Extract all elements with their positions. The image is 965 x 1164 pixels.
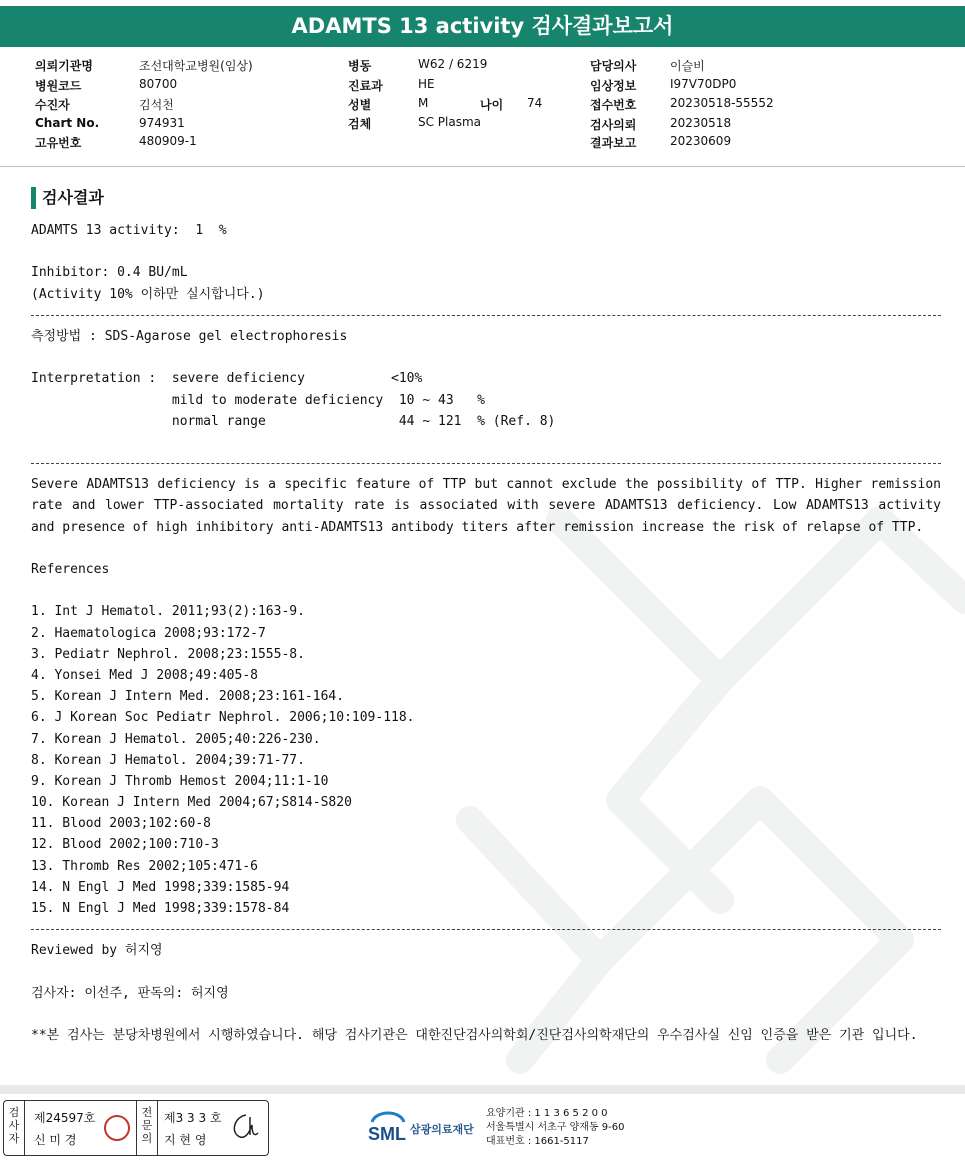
method-line: 측정방법 : SDS-Agarose gel electrophoresis — [31, 328, 348, 344]
value-ward: W62 / 6219 — [418, 57, 488, 71]
value-clinical-info: I97V70DP0 — [670, 77, 737, 91]
address: 서울특별시 서초구 양재동 9-60 — [486, 1122, 625, 1133]
reference-item: 15. N Engl J Med 1998;339:1578-84 — [31, 901, 290, 917]
specialist-label: 전문의 — [137, 1101, 158, 1155]
value-report-date: 20230609 — [670, 134, 732, 148]
comment-paragraph: Severe ADAMTS13 deficiency is a specific feature of TTP but cannot exclude the possibility of TTP. Higher remission rate and lower TTP-associated mortality rate is associated with severe ADAMTS13 deficiency. Low ADAMTS13 activity and presence of high inhibitory anti-ADAMTS13 antibody titers after remission increase the risk of relapse of TTP. — [31, 477, 941, 535]
dashed-divider — [31, 305, 941, 326]
label-department: 진료과 — [348, 79, 383, 93]
interpretation-row: normal range 44 ~ 121 % (Ref. 8) — [31, 413, 556, 429]
phone: 대표번호 : 1661-5117 — [486, 1136, 589, 1147]
label-requesting-institution: 의뢰기관명 — [35, 59, 93, 73]
label-physician: 담당의사 — [590, 59, 637, 73]
reference-item: 8. Korean J Hematol. 2004;39:71-77. — [31, 752, 305, 768]
value-sex: M — [418, 96, 429, 110]
result-line: ADAMTS 13 activity: 1 % — [31, 223, 227, 238]
reference-item: 9. Korean J Thromb Hemost 2004;11:1-10 — [31, 773, 329, 789]
reference-item: 5. Korean J Intern Med. 2008;23:161-164. — [31, 689, 345, 705]
reference-item: 14. N Engl J Med 1998;339:1585-94 — [31, 879, 290, 895]
examiner-cell — [24, 1101, 137, 1155]
reference-item: 2. Haematologica 2008;93:172-7 — [31, 625, 266, 641]
signature-box — [3, 1100, 269, 1156]
report-title: ADAMTS 13 activity 검사결과보고서 — [0, 6, 965, 47]
value-age: 74 — [527, 96, 543, 110]
value-patient: 김석천 — [139, 98, 174, 112]
seal-stamp — [104, 1115, 130, 1141]
value-unique-no: 480909-1 — [139, 134, 197, 148]
reference-item: 6. J Korean Soc Pediatr Nephrol. 2006;10:109-118. — [31, 710, 415, 726]
value-chart-no: 974931 — [139, 116, 185, 130]
logo-icon — [366, 1108, 410, 1146]
examiner-name: 신 미 경 — [34, 1133, 77, 1147]
footer-divider — [0, 1085, 965, 1094]
references-title: References — [31, 562, 110, 578]
dashed-divider — [31, 919, 941, 940]
agency-code: 요양기관 : 1 1 3 6 5 2 0 0 — [486, 1108, 608, 1119]
reference-item: 10. Korean J Intern Med 2004;67;S814-S820 — [31, 795, 352, 811]
value-requesting-institution: 조선대학교병원(임상) — [139, 59, 253, 73]
value-specimen: SC Plasma — [418, 115, 482, 129]
value-hospital-code: 80700 — [139, 77, 178, 91]
label-specimen: 검체 — [348, 117, 372, 131]
label-unique-no: 고유번호 — [35, 136, 82, 150]
reference-item: 4. Yonsei Med J 2008;49:405-8 — [31, 667, 258, 683]
label-hospital-code: 병원코드 — [35, 79, 82, 93]
header-info — [0, 0, 965, 160]
header-divider — [0, 166, 965, 167]
examiner-label: 검사자 — [4, 1101, 25, 1155]
sml-logo — [366, 1108, 410, 1150]
specialist-license-no: 제3 3 3 호 — [164, 1111, 222, 1125]
value-department: HE — [418, 77, 435, 91]
label-report-date: 결과보고 — [590, 136, 637, 150]
reference-item: 1. Int J Hematol. 2011;93(2):163-9. — [31, 604, 305, 620]
report-body — [31, 220, 941, 1046]
examiners-line: 검사자: 이선주, 판독의: 허지영 — [31, 985, 229, 1001]
examiner-license-no: 제24597호 — [34, 1111, 96, 1125]
value-request-date: 20230518 — [670, 116, 732, 130]
org-name: 삼광의료재단 — [410, 1123, 474, 1136]
specialist-name: 지 현 영 — [164, 1133, 207, 1147]
svg-text:SML: SML — [368, 1124, 406, 1144]
inhibitor-note: (Activity 10% 이하만 실시합니다.) — [31, 286, 265, 302]
reviewed-by: Reviewed by 허지영 — [31, 943, 163, 959]
label-clinical-info: 임상정보 — [590, 79, 637, 93]
signature — [226, 1111, 262, 1143]
inhibitor-line: Inhibitor: 0.4 BU/mL — [31, 265, 188, 281]
label-ward: 병동 — [348, 59, 372, 73]
label-age: 나이 — [480, 98, 504, 112]
reference-item: 11. Blood 2003;102:60-8 — [31, 816, 212, 832]
dashed-divider — [31, 453, 941, 474]
label-patient: 수진자 — [35, 98, 70, 112]
value-physician: 이슬비 — [670, 59, 705, 73]
interpretation-row: mild to moderate deficiency 10 ~ 43 % — [31, 392, 485, 408]
label-sex: 성별 — [348, 98, 372, 112]
label-accession-no: 접수번호 — [590, 98, 637, 112]
notice-paragraph: **본 검사는 분당차병원에서 시행하였습니다. 해당 검사기관은 대한진단검사의학회/진단검사의학재단의 우수검사실 신임 인증을 받은 기관 입니다. — [31, 1028, 918, 1044]
interpretation-row: Interpretation : severe deficiency <10% — [31, 371, 423, 387]
value-accession-no: 20230518-55552 — [670, 96, 774, 110]
reference-item: 7. Korean J Hematol. 2005;40:226-230. — [31, 731, 321, 747]
reference-item: 3. Pediatr Nephrol. 2008;23:1555-8. — [31, 646, 305, 662]
section-title: 검사결과 — [31, 187, 104, 209]
label-request-date: 검사의뢰 — [590, 118, 637, 132]
reference-item: 12. Blood 2002;100:710-3 — [31, 837, 219, 853]
org-address — [486, 1107, 625, 1149]
label-chart-no: Chart No. — [35, 116, 100, 130]
reference-item: 13. Thromb Res 2002;105:471-6 — [31, 858, 258, 874]
